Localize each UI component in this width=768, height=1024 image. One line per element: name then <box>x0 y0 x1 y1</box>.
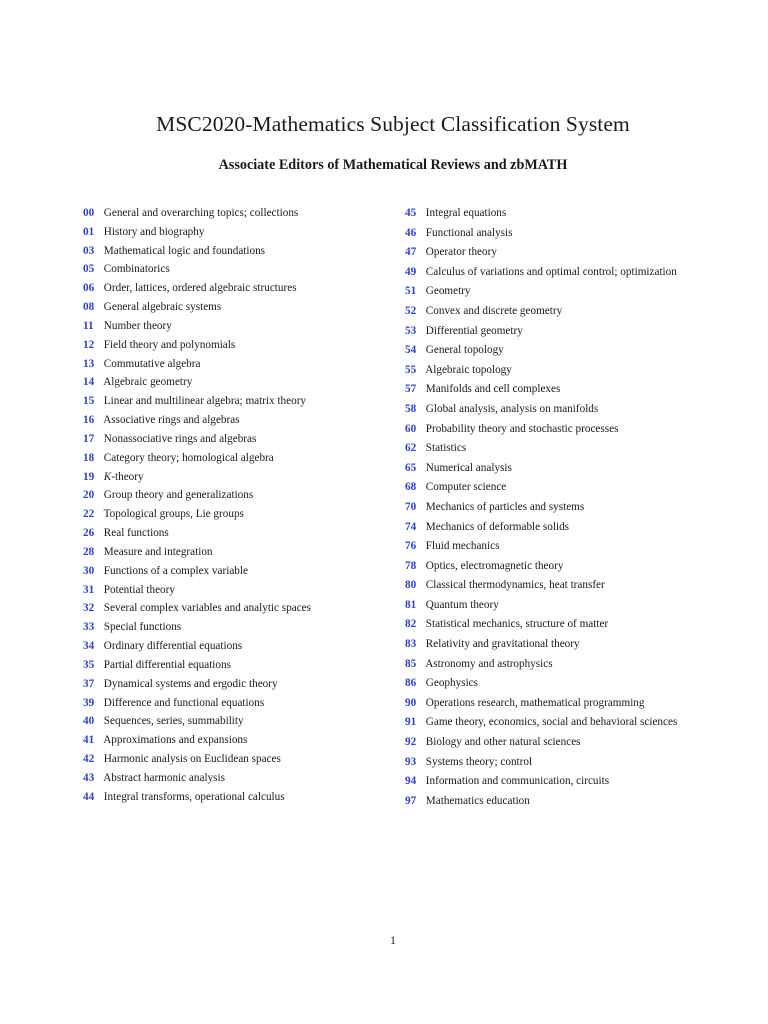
subject-code-link[interactable]: 17 <box>83 432 95 445</box>
subject-item <box>405 617 745 637</box>
subject-item <box>83 451 393 470</box>
subject-code-link[interactable]: 37 <box>83 677 95 690</box>
subject-label: Nonassociative rings and algebras <box>103 432 257 445</box>
subject-item <box>83 225 393 244</box>
subject-label: Mechanics of particles and systems <box>425 500 585 513</box>
subject-item <box>405 265 745 285</box>
subject-label: Calculus of variations and optimal control; optimization <box>425 265 677 278</box>
subject-label: Statistics <box>425 442 467 455</box>
subject-code-link[interactable]: 32 <box>83 602 95 615</box>
subject-item <box>405 422 745 442</box>
subject-label: Information and communication, circuits <box>425 775 610 788</box>
subject-item <box>405 578 745 598</box>
subject-code-link[interactable]: 90 <box>405 696 417 709</box>
subject-item <box>83 714 393 733</box>
subject-code-link[interactable]: 40 <box>83 715 95 728</box>
subject-label: Relativity and gravitational theory <box>425 638 580 651</box>
subject-code-link[interactable]: 68 <box>405 481 417 494</box>
subject-item <box>405 696 745 716</box>
subject-label: Number theory <box>103 319 172 332</box>
subject-item <box>83 262 393 281</box>
subject-label: Algebraic geometry <box>103 376 193 389</box>
subject-item <box>83 319 393 338</box>
subject-item <box>405 284 745 304</box>
subject-code-link[interactable]: 41 <box>83 734 95 747</box>
subject-label: General algebraic systems <box>103 301 222 314</box>
subject-label: General and overarching topics; collections <box>103 207 299 219</box>
subject-label: Algebraic topology <box>425 363 512 376</box>
subject-code-link[interactable]: 78 <box>405 559 417 572</box>
subject-label: Mathematics education <box>425 794 530 807</box>
subject-label: Field theory and polynomials <box>103 338 236 351</box>
subject-code-link[interactable]: 51 <box>405 285 417 298</box>
subject-label: Difference and functional equations <box>103 696 265 709</box>
subject-item <box>83 338 393 357</box>
subject-label: Functional analysis <box>425 226 513 239</box>
subject-label: Functions of a complex variable <box>103 564 248 577</box>
subject-code-link[interactable]: 03 <box>83 244 95 257</box>
subject-item <box>405 755 745 775</box>
subject-item <box>405 363 745 383</box>
subject-item <box>83 564 393 583</box>
subject-item <box>83 375 393 394</box>
subject-label: Several complex variables and analytic spaces <box>103 602 311 615</box>
subject-label: Approximations and expansions <box>103 734 248 747</box>
subject-item <box>83 790 393 809</box>
subject-code-link[interactable]: 74 <box>405 520 417 533</box>
subject-item <box>83 470 393 489</box>
subject-item <box>405 539 745 559</box>
subject-item <box>83 507 393 526</box>
subject-item <box>83 601 393 620</box>
subject-label: Manifolds and cell complexes <box>425 383 561 396</box>
subject-item <box>83 281 393 300</box>
subject-label: Convex and discrete geometry <box>425 304 563 317</box>
subject-code-link[interactable]: 08 <box>83 301 95 314</box>
subject-code-link[interactable]: 22 <box>83 508 95 521</box>
subject-item <box>83 658 393 677</box>
subject-label: Abstract harmonic analysis <box>103 771 225 784</box>
subject-label: Operator theory <box>425 246 497 259</box>
subject-label: Combinatorics <box>103 263 170 276</box>
subject-label: Ordinary differential equations <box>103 640 243 653</box>
subject-label: Global analysis, analysis on manifolds <box>425 402 599 415</box>
subject-list-left <box>83 206 393 809</box>
subject-code-link[interactable]: 31 <box>83 583 95 596</box>
subject-item <box>405 774 745 794</box>
subject-label: Potential theory <box>103 583 175 596</box>
subject-code-link[interactable]: 93 <box>405 755 417 768</box>
subject-label: Real functions <box>103 527 169 540</box>
subject-label: Linear and multilinear algebra; matrix theory <box>103 395 307 408</box>
subject-item <box>405 500 745 520</box>
subject-item <box>83 357 393 376</box>
subject-code-link[interactable]: 15 <box>83 395 95 408</box>
subject-item <box>405 794 745 814</box>
subject-label: Topological groups, Lie groups <box>103 508 244 521</box>
subject-label: Game theory, economics, social and behavioral sciences <box>425 716 678 729</box>
subject-code-link[interactable]: 85 <box>405 657 417 670</box>
subject-label: Quantum theory <box>425 598 499 611</box>
subject-item <box>405 206 745 226</box>
subject-label: Differential geometry <box>425 324 523 337</box>
subject-label: Associative rings and algebras <box>103 414 240 427</box>
subject-label: Integral transforms, operational calculus <box>103 790 285 803</box>
subject-code-link[interactable]: 76 <box>405 540 417 553</box>
subject-code-link[interactable]: 18 <box>83 451 95 464</box>
subject-item <box>83 545 393 564</box>
subject-code-link[interactable]: 62 <box>405 442 417 455</box>
subject-item <box>83 752 393 771</box>
subject-code-link[interactable]: 16 <box>83 414 95 427</box>
subject-item <box>405 657 745 677</box>
subject-item <box>405 598 745 618</box>
subject-code-link[interactable]: 83 <box>405 638 417 651</box>
subject-item <box>83 677 393 696</box>
subject-item <box>83 300 393 319</box>
subject-code-link[interactable]: 11 <box>83 319 94 332</box>
subject-code-link[interactable]: 54 <box>405 344 417 357</box>
subject-label: Harmonic analysis on Euclidean spaces <box>103 753 281 766</box>
subject-item <box>405 304 745 324</box>
subject-code-link[interactable]: 13 <box>83 357 95 370</box>
subject-code-link[interactable]: 82 <box>405 618 417 631</box>
subject-item <box>83 696 393 715</box>
subject-item <box>83 620 393 639</box>
subject-code-link[interactable]: 57 <box>405 383 417 396</box>
subject-label: History and biography <box>103 225 205 238</box>
subject-code-link[interactable]: 70 <box>405 500 417 513</box>
subject-label: Mathematical logic and foundations <box>103 244 266 257</box>
subject-code-link[interactable]: 44 <box>83 790 95 803</box>
subject-label: Astronomy and astrophysics <box>425 657 553 670</box>
subject-code-link[interactable]: 34 <box>83 640 95 653</box>
subject-item <box>405 520 745 540</box>
subject-item <box>405 245 745 265</box>
subject-code-link[interactable]: 55 <box>405 363 417 376</box>
subject-item <box>405 676 745 696</box>
subject-item <box>405 480 745 500</box>
subject-code-link[interactable]: 46 <box>405 226 417 239</box>
subject-item <box>83 639 393 658</box>
subject-code-link[interactable]: 53 <box>405 324 417 337</box>
subject-code-link[interactable]: 91 <box>405 716 417 729</box>
subject-item <box>83 733 393 752</box>
subject-code-link[interactable]: 06 <box>83 282 95 295</box>
subject-label: Sequences, series, summability <box>103 715 244 728</box>
subject-code-link[interactable]: 42 <box>83 753 95 766</box>
subject-label: Special functions <box>103 621 182 634</box>
subject-label: Computer science <box>425 481 507 494</box>
subject-item <box>405 441 745 461</box>
subject-code-link[interactable]: 94 <box>405 775 417 788</box>
subject-code-link[interactable]: 01 <box>83 225 95 238</box>
subject-code-link[interactable]: 58 <box>405 402 417 415</box>
subject-item <box>83 526 393 545</box>
subject-label: Fluid mechanics <box>425 540 500 553</box>
subject-code-link[interactable]: 14 <box>83 376 95 389</box>
subject-code-link[interactable]: 33 <box>83 621 95 634</box>
subject-code-link[interactable]: 30 <box>83 564 95 577</box>
subject-item <box>83 244 393 263</box>
subject-item <box>405 559 745 579</box>
page-number: 1 <box>390 933 396 947</box>
document-subtitle: Associate Editors of Mathematical Reviews and zbMATH <box>218 157 568 173</box>
subject-item <box>405 735 745 755</box>
subject-item <box>83 432 393 451</box>
subject-label: Integral equations <box>425 207 507 219</box>
subject-label: Order, lattices, ordered algebraic structures <box>103 282 297 295</box>
subject-label: Optics, electromagnetic theory <box>425 559 564 572</box>
subject-item <box>83 583 393 602</box>
subject-label: Biology and other natural sciences <box>425 736 581 749</box>
subject-code-link[interactable]: 47 <box>405 246 417 259</box>
subject-item <box>405 402 745 422</box>
subject-code-link[interactable]: 97 <box>405 794 417 807</box>
subject-item <box>83 488 393 507</box>
document-title: MSC2020-Mathematics Subject Classification System <box>156 112 630 136</box>
subject-code-link[interactable]: 80 <box>405 579 417 592</box>
subject-label: Commutative algebra <box>103 357 201 370</box>
subject-code-link[interactable]: 45 <box>405 207 417 219</box>
subject-code-link[interactable]: 60 <box>405 422 417 435</box>
subject-code-link[interactable]: 00 <box>83 207 95 219</box>
subject-label: Partial differential equations <box>103 658 231 671</box>
subject-code-link[interactable]: 12 <box>83 338 95 351</box>
subject-label: General topology <box>425 344 504 357</box>
subject-code-link[interactable]: 28 <box>83 545 95 558</box>
subject-label: Probability theory and stochastic processes <box>425 422 619 435</box>
subject-item <box>405 324 745 344</box>
subject-code-link[interactable]: 35 <box>83 658 95 671</box>
subject-label: Systems theory; control <box>425 755 533 768</box>
subject-item <box>405 382 745 402</box>
subject-code-link[interactable]: 65 <box>405 461 417 474</box>
subject-item <box>405 343 745 363</box>
subject-item <box>405 715 745 735</box>
subject-label: Operations research, mathematical programming <box>425 696 645 709</box>
subject-label: Group theory and generalizations <box>103 489 254 502</box>
subject-code-link[interactable]: 92 <box>405 736 417 749</box>
subject-list-right <box>405 206 745 813</box>
subject-label: Classical thermodynamics, heat transfer <box>425 579 605 592</box>
subject-item <box>83 413 393 432</box>
subject-code-link[interactable]: 05 <box>83 263 95 276</box>
subject-item <box>83 394 393 413</box>
subject-label: Geometry <box>425 285 471 298</box>
subject-label: Measure and integration <box>103 545 213 558</box>
subject-label: Mechanics of deformable solids <box>425 520 570 533</box>
subject-code-link[interactable]: 86 <box>405 677 417 690</box>
subject-code-link[interactable]: 81 <box>405 598 417 611</box>
subject-item <box>83 206 393 225</box>
subject-label: Category theory; homological algebra <box>103 451 274 464</box>
subject-item <box>83 771 393 790</box>
subject-code-link[interactable]: 43 <box>83 771 95 784</box>
subject-label: Geophysics <box>425 677 478 690</box>
subject-label: Statistical mechanics, structure of matter <box>425 618 609 631</box>
subject-code-link[interactable]: 52 <box>405 304 417 317</box>
subject-code-link[interactable]: 26 <box>83 527 95 540</box>
subject-label: K-theory <box>103 470 144 483</box>
subject-item <box>405 226 745 246</box>
subject-label: Numerical analysis <box>425 461 512 474</box>
subject-code-link[interactable]: 20 <box>83 489 95 502</box>
subject-code-link[interactable]: 39 <box>83 696 95 709</box>
subject-label: Dynamical systems and ergodic theory <box>103 677 278 690</box>
subject-code-link[interactable]: 49 <box>405 265 417 278</box>
subject-item <box>405 461 745 481</box>
subject-item <box>405 637 745 657</box>
subject-code-link[interactable]: 19 <box>83 470 95 483</box>
